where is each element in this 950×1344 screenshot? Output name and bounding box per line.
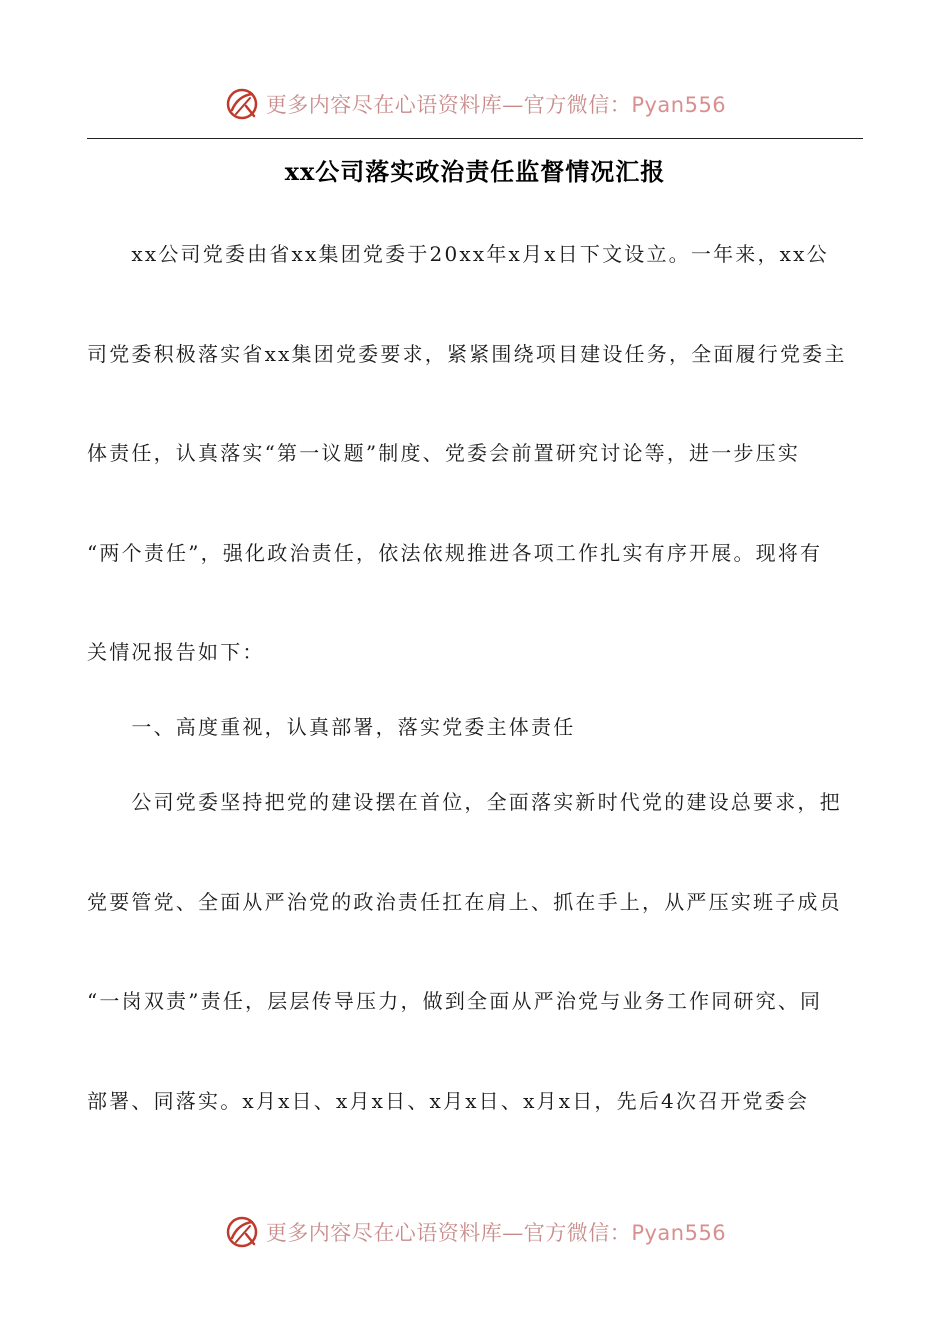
- header-banner-main: 更多内容尽在心语资料库—官方微信：: [265, 93, 632, 117]
- body-line: xx公司党委由省xx集团党委于20xx年x月x日下文设立。一年来，xx公: [87, 242, 829, 266]
- header-banner: [0, 82, 950, 126]
- footer-banner-text: [266, 1217, 726, 1247]
- body-line: 部署、同落实。x月x日、x月x日、x月x日、x月x日，先后4次召开党委会: [87, 1089, 810, 1113]
- footer-banner-main: 更多内容尽在心语资料库—官方微信：: [265, 1221, 632, 1245]
- body-line: 关情况报告如下：: [87, 640, 265, 664]
- body-line: “两个责任”，强化政治责任，依法依规推进各项工作扎实有序开展。现将有: [87, 541, 823, 565]
- body-line: 体责任，认真落实“第一议题”制度、党委会前置研究讨论等，进一步压实: [87, 441, 801, 465]
- pen-logo-icon: [224, 86, 260, 122]
- footer-wechat-handle: Pyan556: [631, 1221, 727, 1245]
- section-heading: 一、高度重视，认真部署，落实党委主体责任: [87, 715, 576, 739]
- header-divider: [87, 138, 863, 139]
- footer-banner: [0, 1210, 950, 1254]
- document-title: xx公司落实政治责任监督情况汇报: [284, 157, 666, 186]
- body-line: “一岗双责”责任，层层传导压力，做到全面从严治党与业务工作同研究、同: [87, 989, 823, 1013]
- body-line: 党要管党、全面从严治党的政治责任扛在肩上、抓在手上，从严压实班子成员: [87, 890, 842, 914]
- pen-logo-icon: [224, 1214, 260, 1250]
- body-line: 司党委积极落实省xx集团党委要求，紧紧围绕项目建设任务，全面履行党委主: [87, 342, 847, 366]
- header-banner-text: [266, 89, 726, 119]
- header-wechat-handle: Pyan556: [631, 93, 727, 117]
- body-line: 公司党委坚持把党的建设摆在首位，全面落实新时代党的建设总要求，把: [87, 790, 842, 814]
